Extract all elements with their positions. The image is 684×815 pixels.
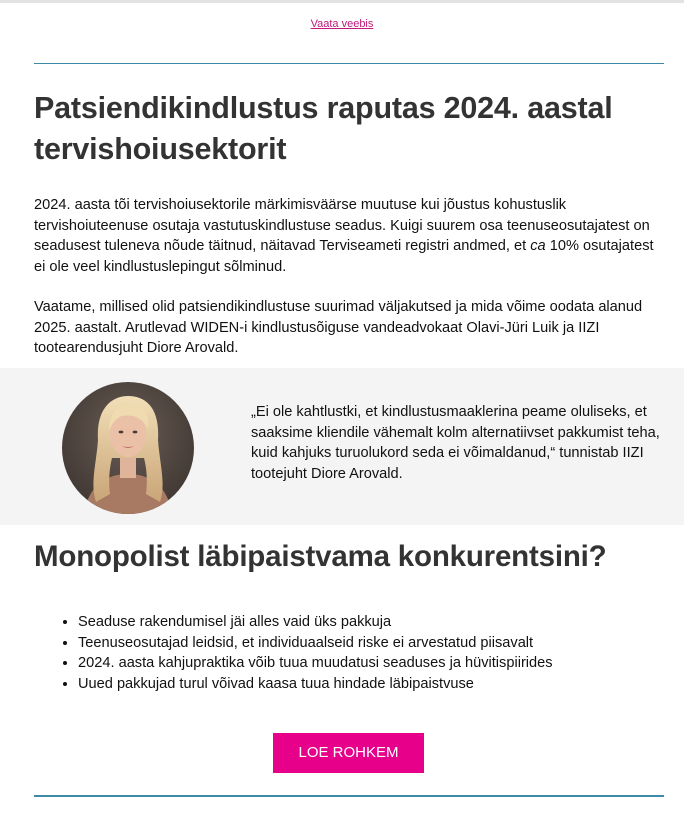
- second-paragraph: Vaatame, millised olid patsiendikindlustuse suurimad väljakutsed ja mida võime oodata alanud 2025. aastalt. Arutlevad WIDEN-i kindlustusõiguse vandeadvokaat Olavi-Jüri Luik ja IIZI tootearendusjuht Diore Arovald.: [34, 299, 643, 357]
- bullet-list: [34, 612, 684, 694]
- read-more-button[interactable]: LOE ROHKEM: [273, 733, 424, 773]
- article-title: Patsiendikindlustus raputas 2024. aastal tervishoiusektorit: [34, 91, 613, 166]
- divider-top: [34, 63, 664, 64]
- intro-text-start: 2024. aasta tõi tervishoiusektorile märkimisväärse muutuse kui jõustus kohustuslik tervishoiuteenuse osutaja vastutuskindlustuse seadus. Kuigi suurem osa teenuseosutajatest on seadusest tuleneva nõude täitnud, näitavad Terviseameti registri andmed, et: [34, 197, 650, 255]
- list-item: • 2024. aasta kahjupraktika võib tuua muudatusi seaduses ja hüvitispiirides: [78, 653, 684, 674]
- view-in-browser-link[interactable]: Vaata veebis: [310, 18, 374, 30]
- list-item: • Teenuseosutajad leidsid, et individuaalseid riske ei arvestatud piisavalt: [78, 633, 684, 654]
- quote-text: „Ei ole kahtlustki, et kindlustusmaaklerina peame oluliseks, et saaksime kliendile vähemalt kolm alternatiivset pakkumist teha, kuid kahjuks turuolukord seda ei võimaldanud,“ tunnistab IIZI tootejuht Diore Arovald.: [251, 404, 660, 482]
- avatar-photo: [62, 382, 194, 514]
- divider-bottom: [34, 795, 664, 797]
- intro-text-end: 10% osutajatest ei ole veel kindlustuslepingut sõlminud.: [34, 238, 654, 275]
- intro-text-italic: ca: [530, 238, 546, 255]
- list-item: • Seaduse rakendumisel jäi alles vaid üks pakkuja: [78, 612, 684, 633]
- intro-paragraph: [34, 195, 664, 277]
- portrait-image: [62, 382, 194, 514]
- section-title: Monopolist läbipaistvama konkurentsini?: [34, 540, 607, 573]
- list-item: • Uued pakkujad turul võivad kaasa tuua hindade läbipaistvuse: [78, 674, 684, 695]
- top-border: [0, 0, 684, 3]
